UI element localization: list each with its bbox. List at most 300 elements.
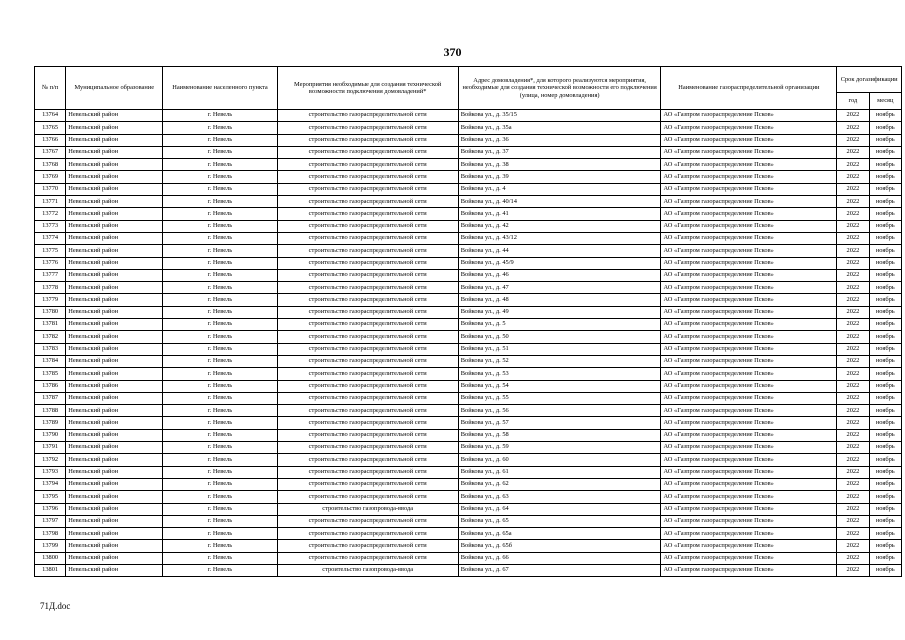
month-cell: ноябрь [869,159,901,171]
month-cell: ноябрь [869,442,901,454]
measure-cell: строительство газопровода-ввода [277,503,458,515]
settlement-cell: г. Невель [163,564,277,576]
table-row [35,306,902,318]
header-address: Адрес домовладения*, для которого реализуются мероприятия, необходимые для создания технической возможности его подключения (улица, номер домовладения) [458,67,661,110]
row-number: 13766 [35,134,66,146]
address-cell: Войкова ул., д. 35/15 [458,110,661,122]
measure-cell: строительство газораспределительной сети [277,306,458,318]
header-organization: Наименование газораспределительной организации [661,67,837,110]
measure-cell: строительство газораспределительной сети [277,196,458,208]
month-cell: ноябрь [869,540,901,552]
header-measures: Мероприятия необходимые для создания технической возможности подключения домовладений* [277,67,458,110]
measure-cell: строительство газораспределительной сети [277,454,458,466]
year-cell: 2022 [837,257,869,269]
organization-cell: АО «Газпром газораспределение Псков» [661,552,837,564]
organization-cell: АО «Газпром газораспределение Псков» [661,319,837,331]
municipality-cell: Невельский район [66,454,163,466]
month-cell: ноябрь [869,454,901,466]
row-number: 13779 [35,294,66,306]
row-number: 13782 [35,331,66,343]
year-cell: 2022 [837,171,869,183]
row-number: 13800 [35,552,66,564]
measure-cell: строительство газораспределительной сети [277,146,458,158]
settlement-cell: г. Невель [163,528,277,540]
year-cell: 2022 [837,232,869,244]
address-cell: Войкова ул., д. 48 [458,294,661,306]
measure-cell: строительство газораспределительной сети [277,183,458,195]
year-cell: 2022 [837,183,869,195]
address-cell: Войкова ул., д. 66 [458,552,661,564]
month-cell: ноябрь [869,294,901,306]
organization-cell: АО «Газпром газораспределение Псков» [661,368,837,380]
row-number: 13785 [35,368,66,380]
municipality-cell: Невельский район [66,368,163,380]
settlement-cell: г. Невель [163,159,277,171]
organization-cell: АО «Газпром газораспределение Псков» [661,380,837,392]
address-cell: Войкова ул., д. 55 [458,392,661,404]
month-cell: ноябрь [869,368,901,380]
table-row [35,503,902,515]
month-cell: ноябрь [869,245,901,257]
municipality-cell: Невельский район [66,503,163,515]
settlement-cell: г. Невель [163,491,277,503]
row-number: 13801 [35,564,66,576]
municipality-cell: Невельский район [66,110,163,122]
table-row [35,540,902,552]
row-number: 13765 [35,122,66,134]
table-row [35,171,902,183]
organization-cell: АО «Газпром газораспределение Псков» [661,220,837,232]
settlement-cell: г. Невель [163,466,277,478]
measure-cell: строительство газораспределительной сети [277,417,458,429]
header-settlement: Наименование населенного пункта [163,67,277,110]
month-cell: ноябрь [869,269,901,281]
measure-cell: строительство газораспределительной сети [277,392,458,404]
settlement-cell: г. Невель [163,540,277,552]
year-cell: 2022 [837,159,869,171]
year-cell: 2022 [837,110,869,122]
settlement-cell: г. Невель [163,232,277,244]
municipality-cell: Невельский район [66,392,163,404]
month-cell: ноябрь [869,515,901,527]
row-number: 13796 [35,503,66,515]
year-cell: 2022 [837,503,869,515]
table-row [35,220,902,232]
year-cell: 2022 [837,355,869,367]
organization-cell: АО «Газпром газораспределение Псков» [661,515,837,527]
table-row [35,294,902,306]
year-cell: 2022 [837,454,869,466]
year-cell: 2022 [837,380,869,392]
table-row [35,380,902,392]
table-row [35,134,902,146]
address-cell: Войкова ул., д. 65 [458,515,661,527]
year-cell: 2022 [837,515,869,527]
address-cell: Войкова ул., д. 52 [458,355,661,367]
month-cell: ноябрь [869,380,901,392]
organization-cell: АО «Газпром газораспределение Псков» [661,405,837,417]
row-number: 13797 [35,515,66,527]
year-cell: 2022 [837,122,869,134]
address-cell: Войкова ул., д. 50 [458,331,661,343]
settlement-cell: г. Невель [163,405,277,417]
address-cell: Войкова ул., д. 63 [458,491,661,503]
organization-cell: АО «Газпром газораспределение Псков» [661,392,837,404]
address-cell: Войкова ул., д. 54 [458,380,661,392]
year-cell: 2022 [837,417,869,429]
year-cell: 2022 [837,540,869,552]
measure-cell: строительство газораспределительной сети [277,282,458,294]
page-number: 370 [443,45,462,59]
measure-cell: строительство газораспределительной сети [277,319,458,331]
organization-cell: АО «Газпром газораспределение Псков» [661,491,837,503]
address-cell: Войкова ул., д. 56 [458,405,661,417]
address-cell: Войкова ул., д. 65б [458,540,661,552]
month-cell: ноябрь [869,306,901,318]
row-number: 13784 [35,355,66,367]
year-cell: 2022 [837,282,869,294]
table-row [35,232,902,244]
row-number: 13787 [35,392,66,404]
year-cell: 2022 [837,368,869,380]
row-number: 13768 [35,159,66,171]
measure-cell: строительство газораспределительной сети [277,491,458,503]
settlement-cell: г. Невель [163,171,277,183]
month-cell: ноябрь [869,478,901,490]
municipality-cell: Невельский район [66,552,163,564]
measure-cell: строительство газораспределительной сети [277,245,458,257]
address-cell: Войкова ул., д. 41 [458,208,661,220]
organization-cell: АО «Газпром газораспределение Псков» [661,503,837,515]
row-number: 13770 [35,183,66,195]
table-row [35,269,902,281]
address-cell: Войкова ул., д. 61 [458,466,661,478]
month-cell: ноябрь [869,405,901,417]
measure-cell: строительство газораспределительной сети [277,552,458,564]
table-row [35,343,902,355]
municipality-cell: Невельский район [66,196,163,208]
month-cell: ноябрь [869,220,901,232]
year-cell: 2022 [837,294,869,306]
municipality-cell: Невельский район [66,429,163,441]
gasification-table [34,66,902,577]
month-cell: ноябрь [869,146,901,158]
row-number: 13773 [35,220,66,232]
measure-cell: строительство газораспределительной сети [277,331,458,343]
measure-cell: строительство газораспределительной сети [277,159,458,171]
organization-cell: АО «Газпром газораспределение Псков» [661,257,837,269]
address-cell: Войкова ул., д. 57 [458,417,661,429]
organization-cell: АО «Газпром газораспределение Псков» [661,417,837,429]
municipality-cell: Невельский район [66,294,163,306]
municipality-cell: Невельский район [66,491,163,503]
table-row [35,368,902,380]
address-cell: Войкова ул., д. 65а [458,528,661,540]
table-row [35,110,902,122]
settlement-cell: г. Невель [163,110,277,122]
address-cell: Войкова ул., д. 67 [458,564,661,576]
table-row [35,392,902,404]
month-cell: ноябрь [869,183,901,195]
organization-cell: АО «Газпром газораспределение Псков» [661,122,837,134]
settlement-cell: г. Невель [163,503,277,515]
settlement-cell: г. Невель [163,134,277,146]
year-cell: 2022 [837,220,869,232]
municipality-cell: Невельский район [66,417,163,429]
table-row [35,454,902,466]
table-row [35,257,902,269]
settlement-cell: г. Невель [163,442,277,454]
settlement-cell: г. Невель [163,282,277,294]
organization-cell: АО «Газпром газораспределение Псков» [661,540,837,552]
year-cell: 2022 [837,208,869,220]
address-cell: Войкова ул., д. 53 [458,368,661,380]
row-number: 13799 [35,540,66,552]
row-number: 13789 [35,417,66,429]
measure-cell: строительство газораспределительной сети [277,405,458,417]
month-cell: ноябрь [869,429,901,441]
organization-cell: АО «Газпром газораспределение Псков» [661,564,837,576]
settlement-cell: г. Невель [163,343,277,355]
municipality-cell: Невельский район [66,232,163,244]
month-cell: ноябрь [869,196,901,208]
year-cell: 2022 [837,196,869,208]
year-cell: 2022 [837,319,869,331]
month-cell: ноябрь [869,122,901,134]
row-number: 13776 [35,257,66,269]
measure-cell: строительство газораспределительной сети [277,294,458,306]
address-cell: Войкова ул., д. 36 [458,134,661,146]
municipality-cell: Невельский район [66,146,163,158]
month-cell: ноябрь [869,503,901,515]
table-row [35,405,902,417]
municipality-cell: Невельский район [66,245,163,257]
row-number: 13798 [35,528,66,540]
organization-cell: АО «Газпром газораспределение Псков» [661,454,837,466]
municipality-cell: Невельский район [66,134,163,146]
table-row [35,146,902,158]
organization-cell: АО «Газпром газораспределение Псков» [661,269,837,281]
table-row [35,552,902,564]
address-cell: Войкова ул., д. 58 [458,429,661,441]
municipality-cell: Невельский район [66,159,163,171]
month-cell: ноябрь [869,232,901,244]
settlement-cell: г. Невель [163,245,277,257]
settlement-cell: г. Невель [163,269,277,281]
table-row [35,122,902,134]
table-row [35,319,902,331]
organization-cell: АО «Газпром газораспределение Псков» [661,442,837,454]
municipality-cell: Невельский район [66,171,163,183]
settlement-cell: г. Невель [163,183,277,195]
year-cell: 2022 [837,466,869,478]
year-cell: 2022 [837,491,869,503]
measure-cell: строительство газораспределительной сети [277,171,458,183]
row-number: 13769 [35,171,66,183]
settlement-cell: г. Невель [163,331,277,343]
table-row [35,355,902,367]
table-row [35,564,902,576]
document-filename: 71Д.doc [40,601,71,611]
year-cell: 2022 [837,442,869,454]
municipality-cell: Невельский район [66,528,163,540]
municipality-cell: Невельский район [66,564,163,576]
municipality-cell: Невельский район [66,208,163,220]
month-cell: ноябрь [869,343,901,355]
month-cell: ноябрь [869,528,901,540]
month-cell: ноябрь [869,319,901,331]
municipality-cell: Невельский район [66,331,163,343]
municipality-cell: Невельский район [66,405,163,417]
header-year: год [837,93,869,110]
organization-cell: АО «Газпром газораспределение Псков» [661,429,837,441]
address-cell: Войкова ул., д. 59 [458,442,661,454]
address-cell: Войкова ул., д. 62 [458,478,661,490]
row-number: 13788 [35,405,66,417]
year-cell: 2022 [837,146,869,158]
row-number: 13786 [35,380,66,392]
settlement-cell: г. Невель [163,294,277,306]
address-cell: Войкова ул., д. 64 [458,503,661,515]
measure-cell: строительство газораспределительной сети [277,208,458,220]
month-cell: ноябрь [869,491,901,503]
measure-cell: строительство газораспределительной сети [277,122,458,134]
address-cell: Войкова ул., д. 5 [458,319,661,331]
settlement-cell: г. Невель [163,196,277,208]
year-cell: 2022 [837,392,869,404]
address-cell: Войкова ул., д. 38 [458,159,661,171]
settlement-cell: г. Невель [163,417,277,429]
month-cell: ноябрь [869,564,901,576]
row-number: 13767 [35,146,66,158]
month-cell: ноябрь [869,466,901,478]
header-term: Срок догазификации [837,67,902,93]
settlement-cell: г. Невель [163,454,277,466]
year-cell: 2022 [837,405,869,417]
organization-cell: АО «Газпром газораспределение Псков» [661,146,837,158]
settlement-cell: г. Невель [163,355,277,367]
municipality-cell: Невельский район [66,478,163,490]
table-row [35,442,902,454]
municipality-cell: Невельский район [66,122,163,134]
settlement-cell: г. Невель [163,429,277,441]
organization-cell: АО «Газпром газораспределение Псков» [661,306,837,318]
table-row [35,491,902,503]
settlement-cell: г. Невель [163,146,277,158]
organization-cell: АО «Газпром газораспределение Псков» [661,110,837,122]
month-cell: ноябрь [869,110,901,122]
address-cell: Войкова ул., д. 42 [458,220,661,232]
address-cell: Войкова ул., д. 35а [458,122,661,134]
municipality-cell: Невельский район [66,466,163,478]
month-cell: ноябрь [869,282,901,294]
municipality-cell: Невельский район [66,540,163,552]
measure-cell: строительство газораспределительной сети [277,380,458,392]
month-cell: ноябрь [869,208,901,220]
measure-cell: строительство газораспределительной сети [277,257,458,269]
organization-cell: АО «Газпром газораспределение Псков» [661,466,837,478]
settlement-cell: г. Невель [163,306,277,318]
row-number: 13783 [35,343,66,355]
table-row [35,183,902,195]
organization-cell: АО «Газпром газораспределение Псков» [661,171,837,183]
address-cell: Войкова ул., д. 51 [458,343,661,355]
month-cell: ноябрь [869,355,901,367]
table-row [35,159,902,171]
municipality-cell: Невельский район [66,355,163,367]
measure-cell: строительство газораспределительной сети [277,528,458,540]
row-number: 13777 [35,269,66,281]
address-cell: Войкова ул., д. 37 [458,146,661,158]
row-number: 13790 [35,429,66,441]
row-number: 13792 [35,454,66,466]
organization-cell: АО «Газпром газораспределение Псков» [661,331,837,343]
organization-cell: АО «Газпром газораспределение Псков» [661,478,837,490]
row-number: 13794 [35,478,66,490]
settlement-cell: г. Невель [163,257,277,269]
address-cell: Войкова ул., д. 40/14 [458,196,661,208]
month-cell: ноябрь [869,552,901,564]
municipality-cell: Невельский район [66,306,163,318]
measure-cell: строительство газораспределительной сети [277,540,458,552]
measure-cell: строительство газораспределительной сети [277,134,458,146]
row-number: 13778 [35,282,66,294]
month-cell: ноябрь [869,331,901,343]
row-number: 13781 [35,319,66,331]
year-cell: 2022 [837,343,869,355]
row-number: 13772 [35,208,66,220]
settlement-cell: г. Невель [163,478,277,490]
measure-cell: строительство газораспределительной сети [277,429,458,441]
year-cell: 2022 [837,269,869,281]
settlement-cell: г. Невель [163,319,277,331]
municipality-cell: Невельский район [66,220,163,232]
row-number: 13780 [35,306,66,318]
table-row [35,331,902,343]
table-row [35,282,902,294]
address-cell: Войкова ул., д. 43/12 [458,232,661,244]
address-cell: Войкова ул., д. 4 [458,183,661,195]
table-row [35,196,902,208]
organization-cell: АО «Газпром газораспределение Псков» [661,208,837,220]
settlement-cell: г. Невель [163,208,277,220]
organization-cell: АО «Газпром газораспределение Псков» [661,294,837,306]
municipality-cell: Невельский район [66,515,163,527]
year-cell: 2022 [837,331,869,343]
settlement-cell: г. Невель [163,368,277,380]
row-number: 13793 [35,466,66,478]
municipality-cell: Невельский район [66,442,163,454]
year-cell: 2022 [837,528,869,540]
organization-cell: АО «Газпром газораспределение Псков» [661,196,837,208]
month-cell: ноябрь [869,392,901,404]
measure-cell: строительство газораспределительной сети [277,343,458,355]
address-cell: Войкова ул., д. 45/9 [458,257,661,269]
row-number: 13774 [35,232,66,244]
month-cell: ноябрь [869,171,901,183]
measure-cell: строительство газораспределительной сети [277,515,458,527]
organization-cell: АО «Газпром газораспределение Псков» [661,245,837,257]
measure-cell: строительство газораспределительной сети [277,355,458,367]
table-row [35,245,902,257]
year-cell: 2022 [837,478,869,490]
measure-cell: строительство газораспределительной сети [277,442,458,454]
organization-cell: АО «Газпром газораспределение Псков» [661,134,837,146]
header-municipality: Муниципальное образование [66,67,163,110]
settlement-cell: г. Невель [163,220,277,232]
measure-cell: строительство газораспределительной сети [277,110,458,122]
measure-cell: строительство газораспределительной сети [277,466,458,478]
